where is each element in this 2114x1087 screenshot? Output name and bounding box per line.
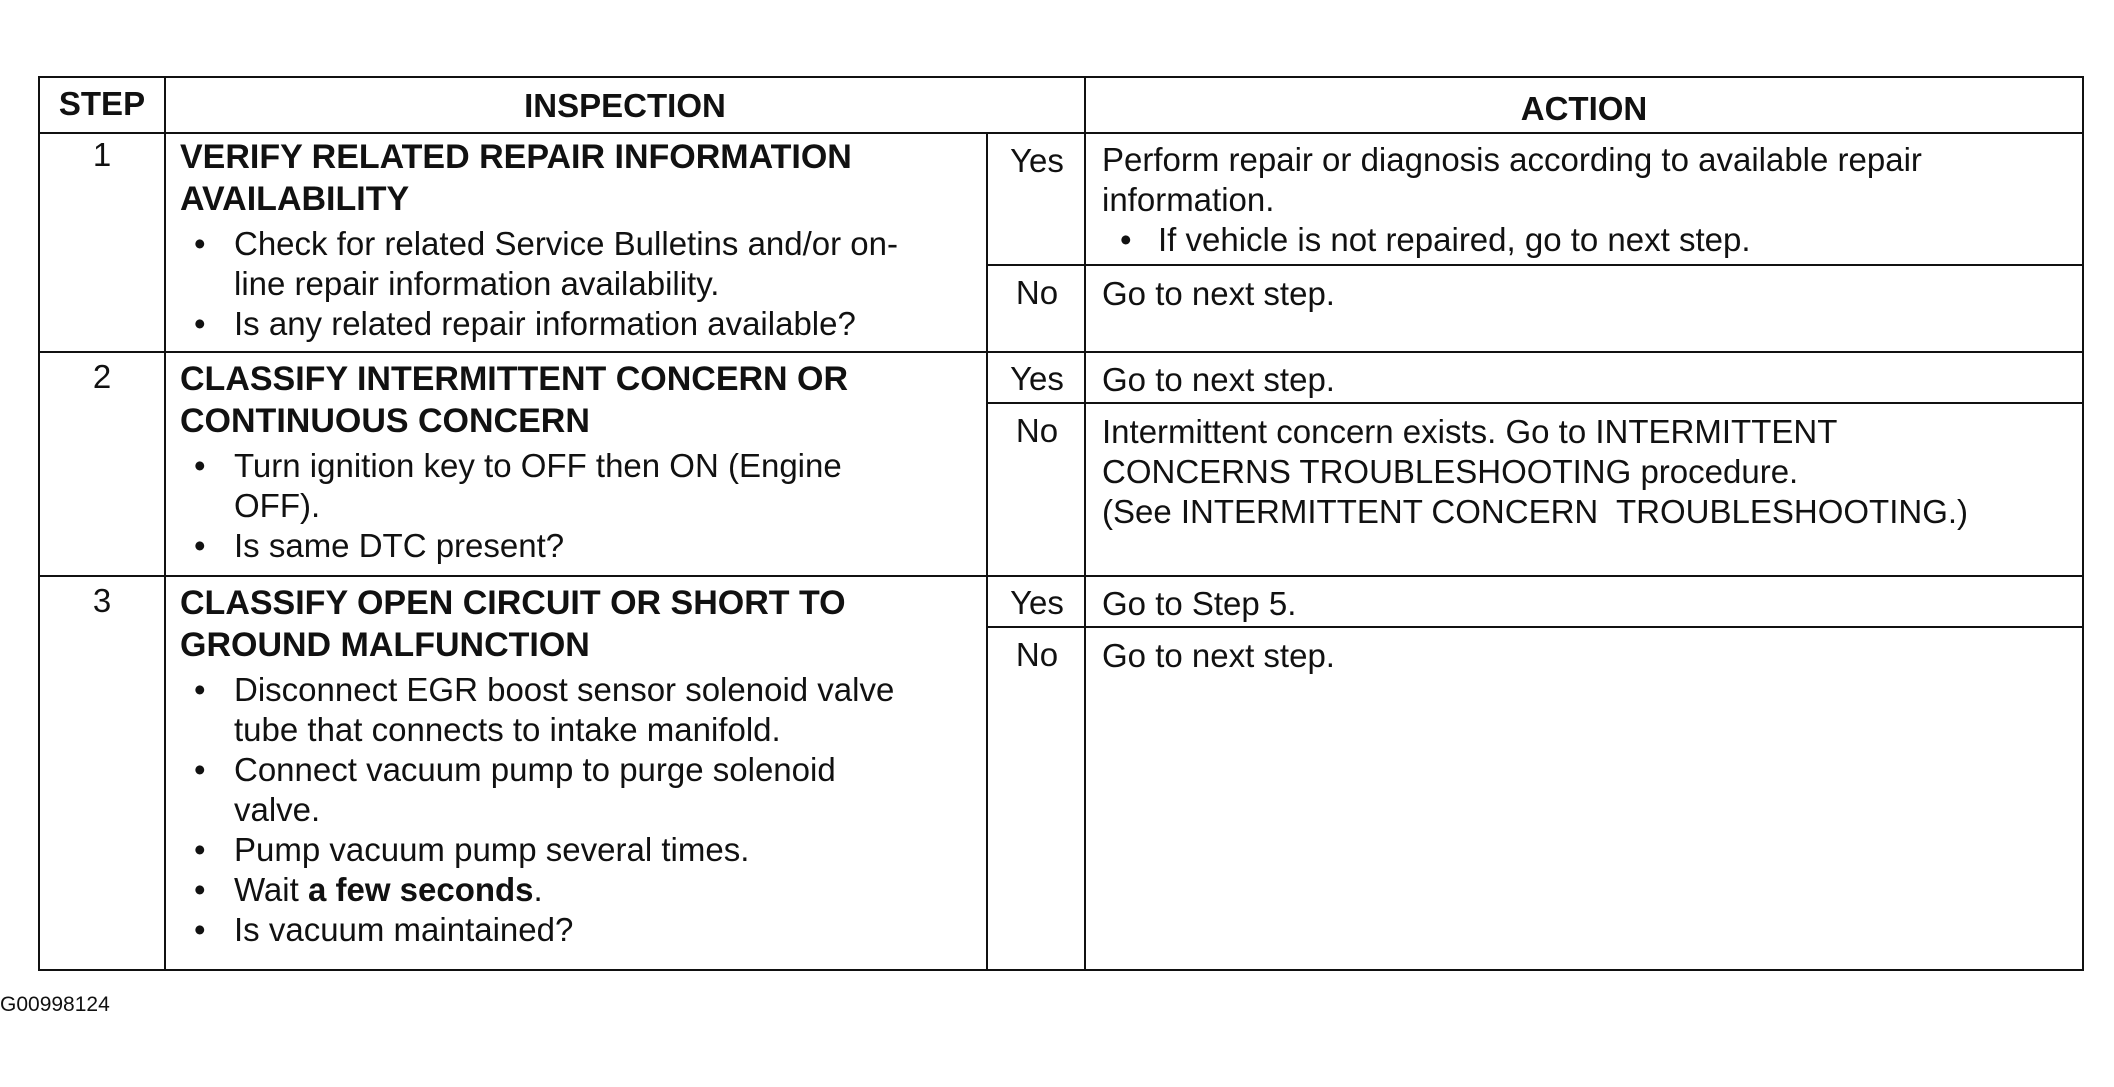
divider-step-inspection: [164, 78, 166, 969]
step-title: [180, 582, 846, 666]
inspection-bullet: [180, 304, 898, 344]
inspection-bullet: [180, 750, 894, 830]
step-number: 3: [92, 582, 112, 619]
step-number: 2: [92, 358, 112, 395]
bullet-icon: •: [194, 305, 206, 342]
action-bullet: [1102, 220, 1922, 260]
step-title-line: VERIFY RELATED REPAIR INFORMATION: [180, 138, 852, 176]
bullet-icon: •: [194, 911, 206, 948]
bullet-text: Is any related repair information available?: [234, 305, 856, 342]
bullet-icon: •: [194, 527, 206, 564]
bullet-text: Connect vacuum pump to purge solenoid: [234, 751, 836, 788]
header-inspection: INSPECTION: [524, 87, 726, 124]
no-action: [1102, 412, 1968, 532]
inspection-bullets: [180, 224, 898, 344]
step-title-line: CLASSIFY INTERMITTENT CONCERN OR: [180, 360, 849, 398]
yes-action: [1102, 360, 1335, 400]
bullet-text: valve.: [234, 791, 321, 828]
action-text: Go to next step.: [1102, 275, 1335, 312]
step-title: [180, 136, 852, 220]
action-text: (See INTERMITTENT CONCERN TROUBLESHOOTING.): [1102, 493, 1969, 530]
action-text: Intermittent concern exists. Go to INTERMITTENT: [1102, 413, 1838, 450]
inspection-bullet: [180, 670, 894, 750]
bullet-text: Disconnect EGR boost sensor solenoid valve: [234, 671, 895, 708]
bullet-text: Wait a few seconds.: [234, 871, 543, 908]
divider-inspection-yesno: [986, 132, 988, 969]
divider-header: [40, 132, 2082, 134]
divider-step1-step2: [40, 351, 2082, 353]
divider-yesno-action: [1084, 78, 1086, 969]
bullet-text: line repair information availability.: [234, 265, 720, 302]
step-title-line: GROUND MALFUNCTION: [180, 626, 590, 664]
inspection-bullet: [180, 526, 842, 566]
bullet-text: Pump vacuum pump several times.: [234, 831, 750, 868]
action-text: Go to next step.: [1102, 637, 1335, 674]
step-number: 1: [92, 136, 112, 173]
inspection-bullet: [180, 910, 894, 950]
bullet-icon: •: [194, 831, 206, 868]
step-title: [180, 358, 848, 442]
step-title-line: AVAILABILITY: [180, 180, 410, 218]
inspection-bullets: [180, 446, 842, 566]
bullet-icon: •: [194, 751, 206, 788]
bullet-text: Is same DTC present?: [234, 527, 565, 564]
step-title-line: CONTINUOUS CONCERN: [180, 402, 590, 440]
divider-step2-step3: [40, 575, 2082, 577]
header-step: STEP: [58, 85, 146, 122]
inspection-bullet: [180, 224, 898, 304]
inspection-bullet: [180, 830, 894, 870]
action-text: Go to next step.: [1102, 361, 1335, 398]
bullet-icon: •: [194, 871, 206, 908]
yes-action: [1102, 584, 1296, 624]
inspection-bullet: [180, 870, 894, 910]
bullet-icon: •: [194, 671, 206, 708]
bullet-icon: •: [194, 225, 206, 262]
no-action: [1102, 636, 1335, 676]
action-text: information.: [1102, 181, 1275, 218]
action-text: Go to Step 5.: [1102, 585, 1297, 622]
bullet-icon: •: [194, 447, 206, 484]
no-label: No: [1015, 636, 1059, 673]
bullet-icon: •: [1120, 221, 1132, 258]
yes-label: Yes: [1010, 584, 1064, 621]
divider-step1-yes-no: [986, 264, 2082, 266]
yes-label: Yes: [1010, 142, 1064, 179]
emphasis-text: a few seconds: [307, 871, 534, 908]
no-label: No: [1015, 412, 1059, 449]
divider-step2-yes-no: [986, 402, 2082, 404]
yes-label: Yes: [1010, 360, 1064, 397]
inspection-bullets: [180, 670, 894, 950]
diagnostic-table: [38, 76, 2084, 971]
figure-id: G00998124: [0, 993, 110, 1016]
action-text: Perform repair or diagnosis according to available repair: [1102, 141, 1922, 178]
inspection-bullet: [180, 446, 842, 526]
no-action: [1102, 274, 1335, 314]
action-bullet-text: If vehicle is not repaired, go to next step.: [1158, 221, 1751, 258]
bullet-text: OFF).: [234, 487, 321, 524]
action-text: CONCERNS TROUBLESHOOTING procedure.: [1102, 453, 1799, 490]
header-action: ACTION: [1520, 90, 1648, 127]
bullet-text: Check for related Service Bulletins and/or on-: [234, 225, 898, 262]
bullet-text: Turn ignition key to OFF then ON (Engine: [234, 447, 842, 484]
no-label: No: [1015, 274, 1059, 311]
bullet-text: Is vacuum maintained?: [234, 911, 574, 948]
step-title-line: CLASSIFY OPEN CIRCUIT OR SHORT TO: [180, 584, 846, 622]
bullet-text: tube that connects to intake manifold.: [234, 711, 781, 748]
yes-action: [1102, 140, 1922, 260]
divider-step3-yes-no: [986, 626, 2082, 628]
